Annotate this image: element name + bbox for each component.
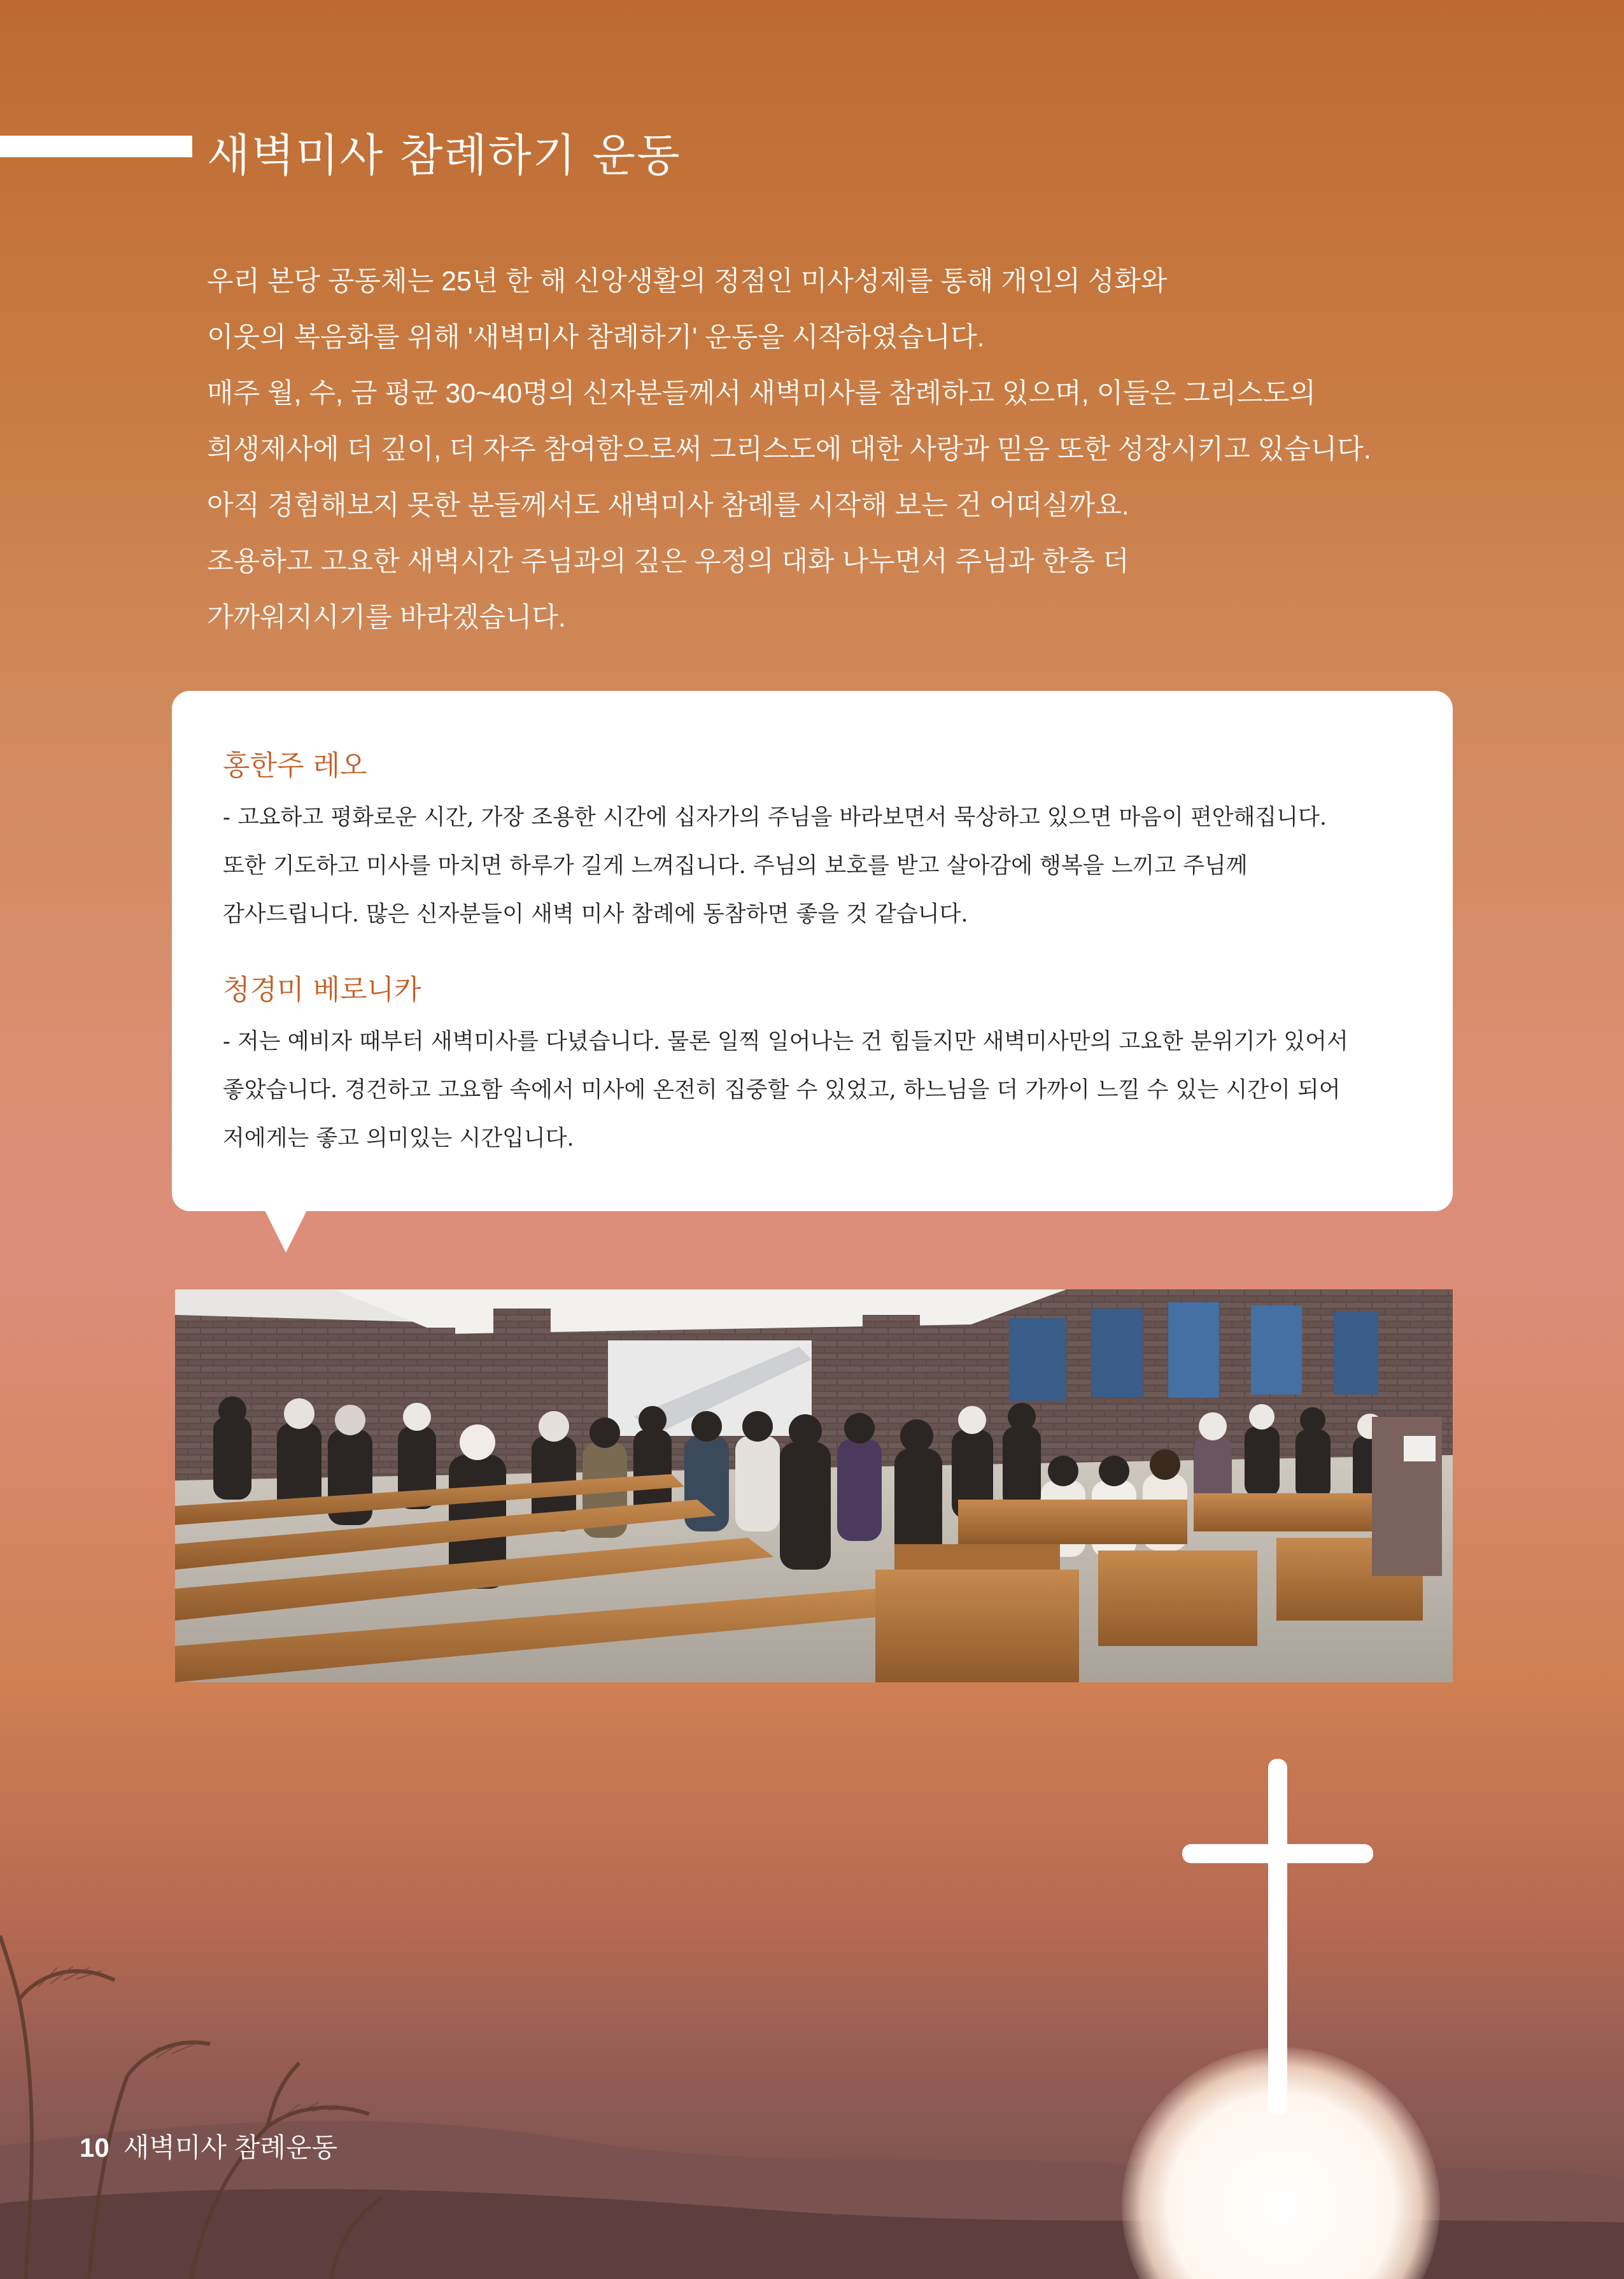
testimony-1 [223,744,1432,939]
testimony-line: 저에게는 좋고 의미있는 시간입니다. [223,1126,574,1151]
testimony-name: 홍한주 레오 [223,749,367,782]
intro-line: 아직 경험해보지 못한 분들께서도 새벽미사 참례를 시작해 보는 건 어떠실까요. [207,490,1129,521]
page-title: 새벽미사 참례하기 운동 [207,129,681,181]
cross-icon [1268,1759,1287,2115]
intro-text [207,253,1480,646]
testimony-line: 감사드립니다. 많은 신자분들이 새벽 미사 참례에 동참하면 좋을 것 같습니다. [223,902,968,927]
intro-line: 희생제사에 더 깊이, 더 자주 참여함으로써 그리스도에 대한 사랑과 믿음 또한 성장시키고 있습니다. [207,434,1371,465]
reeds-silhouette [0,1808,446,2279]
testimony-line: 또한 기도하고 미사를 마치면 하루가 길게 느껴집니다. 주님의 보호를 받고 살아감에 행복을 느끼고 주님께 [223,853,1248,879]
testimony-name: 청경미 베로니카 [223,974,421,1006]
testimony-line: 좋았습니다. 경건하고 고요함 속에서 미사에 온전히 집중할 수 있었고, 하느님을 더 가까이 느낄 수 있는 시간이 되어 [223,1077,1341,1103]
intro-line: 매주 월, 수, 금 평균 30~40명의 신자분들께서 새벽미사를 참례하고 있으며, 이들은 그리스도의 [207,378,1316,409]
testimony-line: - 고요하고 평화로운 시간, 가장 조용한 시간에 십자가의 주님을 바라보면서 묵상하고 있으면 마음이 편안해집니다. [223,805,1327,830]
testimony-line: - 저는 예비자 때부터 새벽미사를 다녔습니다. 물론 일찍 일어나는 건 힘들지만 새벽미사만의 고요한 분위기가 있어서 [223,1029,1348,1054]
testimony-2 [223,968,1432,1163]
intro-line: 조용하고 고요한 새벽시간 주님과의 깊은 우정의 대화 나누면서 주님과 한층 더 [207,546,1129,577]
page-footer [80,2127,337,2165]
intro-line: 이웃의 복음화를 위해 '새벽미사 참례하기' 운동을 시작하였습니다. [207,322,985,353]
title-accent-bar [0,136,192,157]
intro-line: 우리 본당 공동체는 25년 한 해 신앙생활의 정점인 미사성제를 통해 개인의 성화와 [207,266,1168,297]
speech-bubble-tail [264,1209,307,1253]
church-interior-photo [175,1289,1453,1682]
cross-icon-bar [1182,1844,1373,1863]
page-number: 10 [80,2133,109,2162]
footer-section-title: 새벽미사 참례운동 [123,2133,337,2162]
intro-line: 가까워지시기를 바라겠습니다. [207,602,566,633]
